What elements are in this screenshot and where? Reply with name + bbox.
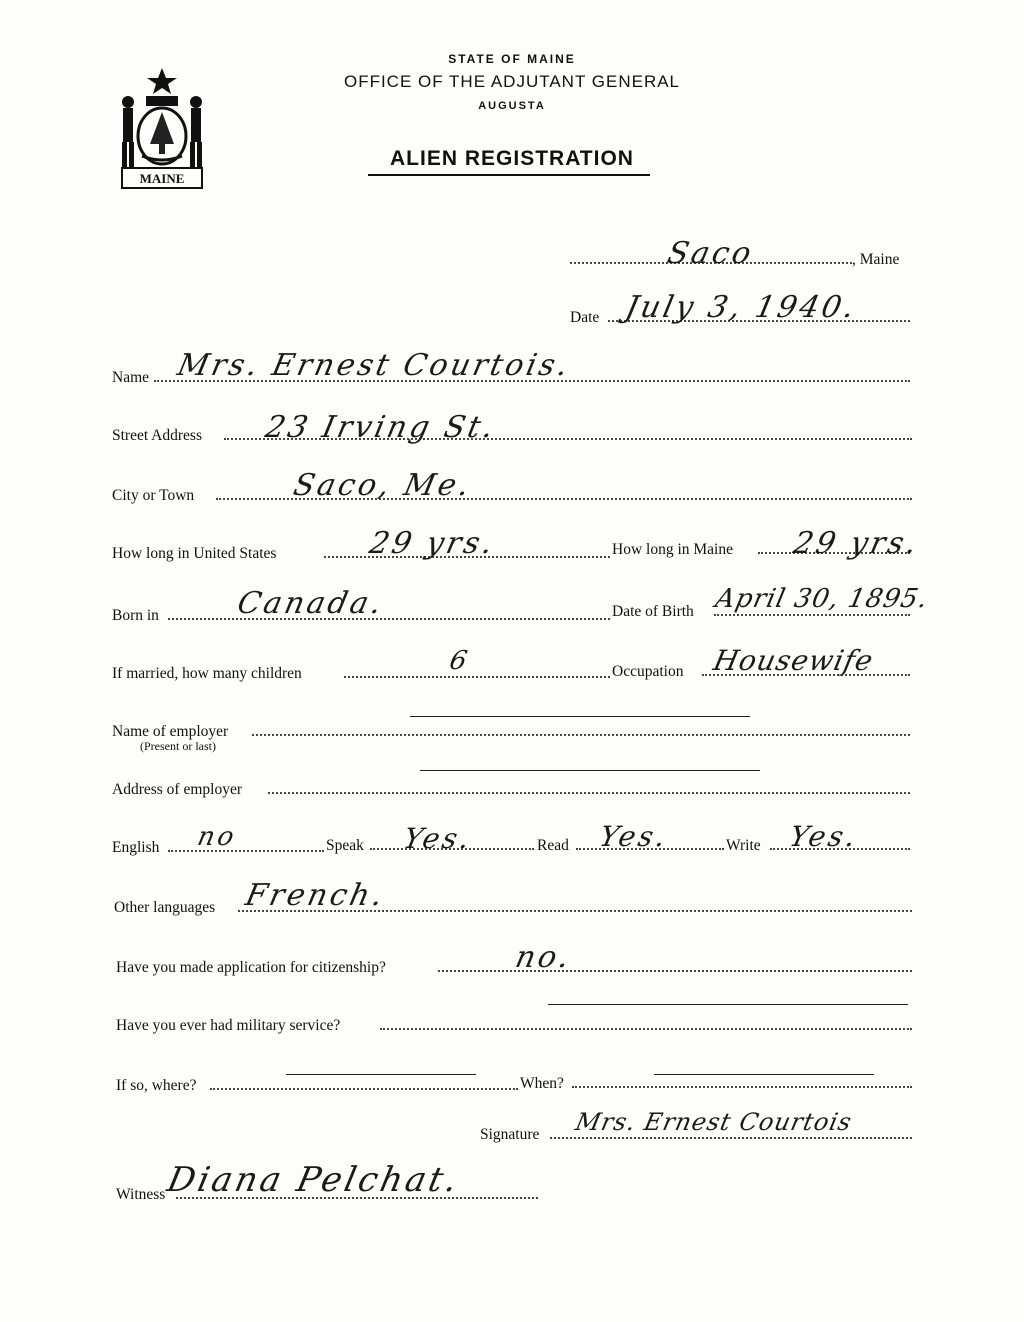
- when-field-line: [572, 1086, 912, 1088]
- maine-label: , Maine: [852, 251, 900, 268]
- signature-value: Mrs. Ernest Courtois: [573, 1108, 855, 1136]
- date-label: Date: [570, 309, 600, 326]
- speak-value: Yes.: [400, 822, 476, 855]
- header-state: STATE OF MAINE: [448, 52, 576, 66]
- city-or-town-label: City or Town: [112, 487, 195, 504]
- signature-field-line: [550, 1137, 912, 1139]
- how-long-us-value: 29 yrs.: [366, 526, 499, 561]
- how-long-maine-value: 29 yrs.: [790, 526, 923, 561]
- english-value: no: [194, 822, 240, 852]
- other-languages-label: Other languages: [114, 899, 216, 916]
- english-field-line: [168, 850, 324, 852]
- street-address-label: Street Address: [112, 427, 202, 444]
- write-label: Write: [726, 837, 761, 854]
- witness-value: Diana Pelchat.: [163, 1160, 464, 1200]
- other-languages-value: French.: [242, 878, 389, 913]
- date-of-birth-value: April 30, 1895.: [712, 584, 931, 614]
- header-city: AUGUSTA: [478, 100, 546, 112]
- read-value: Yes.: [596, 820, 672, 853]
- header-office: OFFICE OF THE ADJUTANT GENERAL: [343, 72, 681, 91]
- town-value: Saco: [664, 236, 758, 271]
- occupation-label: Occupation: [612, 663, 684, 680]
- children-value: 6: [446, 646, 473, 676]
- name-label: Name: [112, 369, 150, 386]
- military-blank-mark: [548, 1004, 908, 1005]
- born-in-label: Born in: [112, 607, 159, 624]
- witness-label: Witness: [116, 1186, 166, 1203]
- seal-banner-text: MAINE: [139, 171, 185, 186]
- date-value: July 3, 1940.: [622, 290, 861, 325]
- employer-name-sublabel: (Present or last): [140, 739, 216, 753]
- employer-name-field-line: [252, 734, 910, 736]
- read-label: Read: [537, 837, 569, 854]
- employer-address-field-line: [268, 792, 910, 794]
- employer-address-label: Address of employer: [112, 781, 242, 798]
- if-so-where-label: If so, where?: [116, 1077, 197, 1094]
- when-label: When?: [520, 1075, 564, 1092]
- city-or-town-value: Saco, Me.: [290, 468, 476, 503]
- citizenship-field-line: [438, 970, 912, 972]
- employer-address-blank-mark: [420, 770, 760, 771]
- write-value: Yes.: [786, 820, 862, 853]
- citizenship-label: Have you made application for citizenship?: [116, 959, 386, 976]
- employer-name-blank-mark: [410, 716, 750, 717]
- employer-name-label: Name of employer: [112, 723, 229, 740]
- title-underline: [368, 174, 650, 176]
- signature-label: Signature: [480, 1126, 540, 1143]
- if-so-where-field-line: [210, 1088, 518, 1090]
- date-of-birth-label: Date of Birth: [612, 603, 694, 620]
- citizenship-value: no.: [512, 940, 576, 975]
- military-label: Have you ever had military service?: [116, 1017, 341, 1034]
- military-field-line: [380, 1028, 912, 1030]
- occupation-value: Housewife: [710, 644, 877, 677]
- date-of-birth-field-line: [714, 614, 910, 616]
- form-title: ALIEN REGISTRATION: [390, 147, 634, 170]
- how-long-maine-label: How long in Maine: [612, 541, 733, 558]
- children-label: If married, how many children: [112, 665, 302, 682]
- english-label: English: [112, 839, 160, 856]
- how-long-us-label: How long in United States: [112, 545, 277, 562]
- born-in-value: Canada.: [234, 586, 388, 621]
- children-field-line: [344, 676, 610, 678]
- speak-label: Speak: [326, 837, 364, 854]
- when-blank-mark: [654, 1074, 874, 1075]
- street-address-value: 23 Irving St.: [262, 410, 500, 445]
- name-value: Mrs. Ernest Courtois.: [174, 348, 574, 383]
- if-so-where-blank-mark: [286, 1074, 476, 1075]
